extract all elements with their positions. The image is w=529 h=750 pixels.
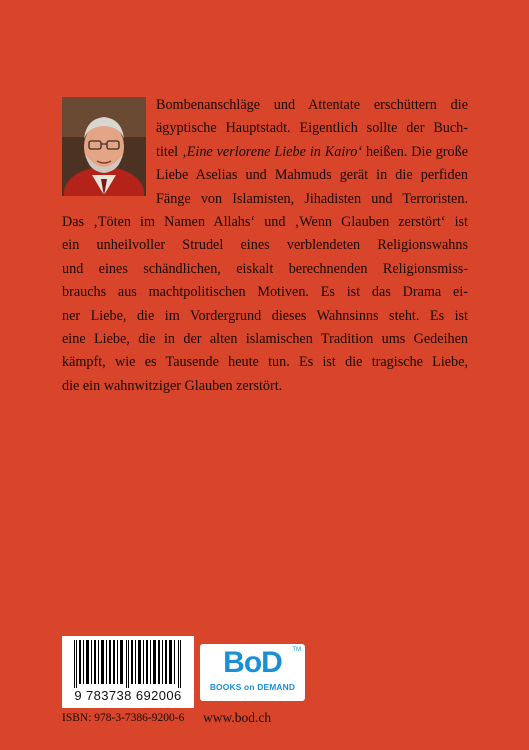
blurb-line: ägyptische Hauptstadt. Eigentlich sollte der Buch- <box>156 120 468 137</box>
blurb-line-title <box>156 141 468 164</box>
isbn-barcode <box>62 636 194 708</box>
isbn-text: ISBN: 978-3-7386-9200-6 <box>62 712 185 724</box>
blurb-line: und eines schändlichen, eiskalt berechnenden Religionsmiss- <box>62 260 468 277</box>
bod-logo-tagline: BOOKS on DEMAND <box>209 682 296 692</box>
blurb-line: Liebe Aselias und Mahmuds gerät in die perfiden <box>156 167 468 184</box>
barcode-digits: 9 783738 692006 <box>74 688 182 703</box>
blurb-title-suffix: heißen. Die große <box>362 143 468 160</box>
publisher-logo <box>200 644 305 701</box>
publisher-url: www.bod.ch <box>203 710 272 725</box>
book-title: ‚Eine verlorene Liebe in Kairo‘ <box>182 143 363 160</box>
blurb-line: ein unheilvoller Strudel eines verblendeten Religionswahns <box>62 237 468 254</box>
blurb-line: ner Liebe, die im Vordergrund dieses Wahnsinns steht. Es ist <box>62 307 468 324</box>
barcode-bars <box>68 640 188 688</box>
blurb-line: kämpft, wie es Tausende heute tun. Es ist die tragische Liebe, <box>62 354 468 371</box>
bod-logo-mark: BoD <box>223 646 282 679</box>
trademark-symbol: TM <box>292 647 301 653</box>
blurb-line: die ein wahnwitziger Glauben zerstört. <box>62 377 283 394</box>
blurb-title-prefix: titel <box>156 143 179 160</box>
blurb-line: eine Liebe, die in der alten islamischen Tradition ums Gedeihen <box>62 331 468 348</box>
blurb-line: brauchs aus machtpolitischen Motiven. Es ist das Drama ei- <box>62 284 468 301</box>
blurb-line: Bombenanschläge und Attentate erschüttern die <box>156 97 468 113</box>
blurb-text <box>62 94 468 398</box>
blurb-line: Das ‚Töten im Namen Allahs‘ und ‚Wenn Glauben zerstört‘ ist <box>62 214 468 231</box>
blurb-line: Fänge von Islamisten, Jihadisten und Terroristen. <box>156 190 468 207</box>
